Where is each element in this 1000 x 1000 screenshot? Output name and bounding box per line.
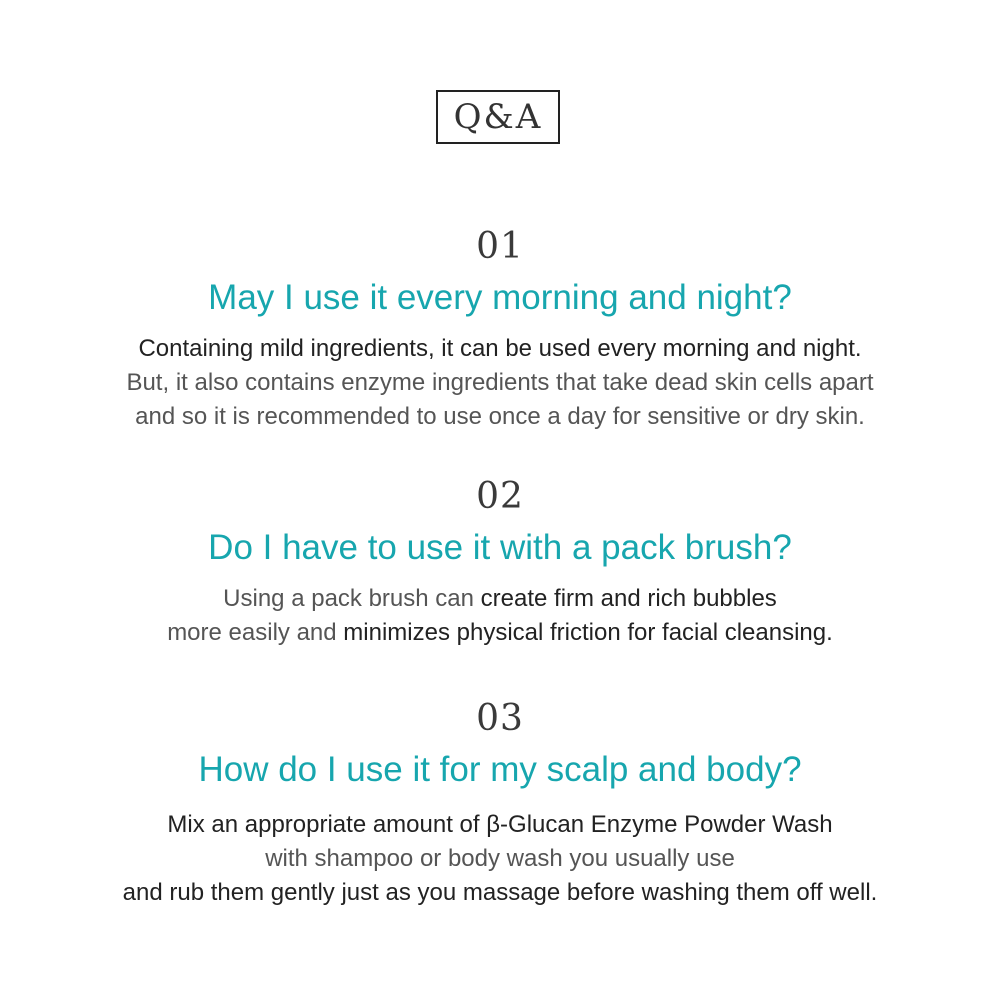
qa-number: 03 [476,698,524,739]
qa-number: 01 [476,226,524,267]
answer-line [0,582,1000,616]
qa-header-title: Q&A [453,97,543,137]
qa-item-2 [0,476,1000,650]
qa-answer [0,808,1000,910]
answer-text-emphasis: minimizes physical friction for facial cleansing. [343,619,833,646]
qa-question: Do I have to use it with a pack brush? [208,528,792,567]
answer-text-light: more easily and [167,619,344,646]
qa-header-box [436,90,560,144]
qa-item-3 [0,698,1000,910]
answer-line: and so it is recommended to use once a day for sensitive or dry skin. [135,403,865,430]
qa-question: May I use it every morning and night? [208,278,792,317]
answer-line [0,616,1000,650]
answer-line: with shampoo or body wash you usually use [265,845,735,872]
answer-line: But, it also contains enzyme ingredients that take dead skin cells apart [126,369,874,396]
qa-item-1 [0,226,1000,434]
qa-answer [0,332,1000,434]
answer-line: Mix an appropriate amount of β-Glucan Enzyme Powder Wash [167,811,833,838]
qa-number: 02 [476,476,524,517]
qa-answer [0,582,1000,650]
qa-question: How do I use it for my scalp and body? [198,750,802,789]
answer-text-emphasis: create firm and rich bubbles [480,585,777,612]
answer-text-light: Using a pack brush can [223,585,481,612]
answer-line: and rub them gently just as you massage before washing them off well. [122,879,878,906]
answer-line: Containing mild ingredients, it can be used every morning and night. [138,335,862,362]
